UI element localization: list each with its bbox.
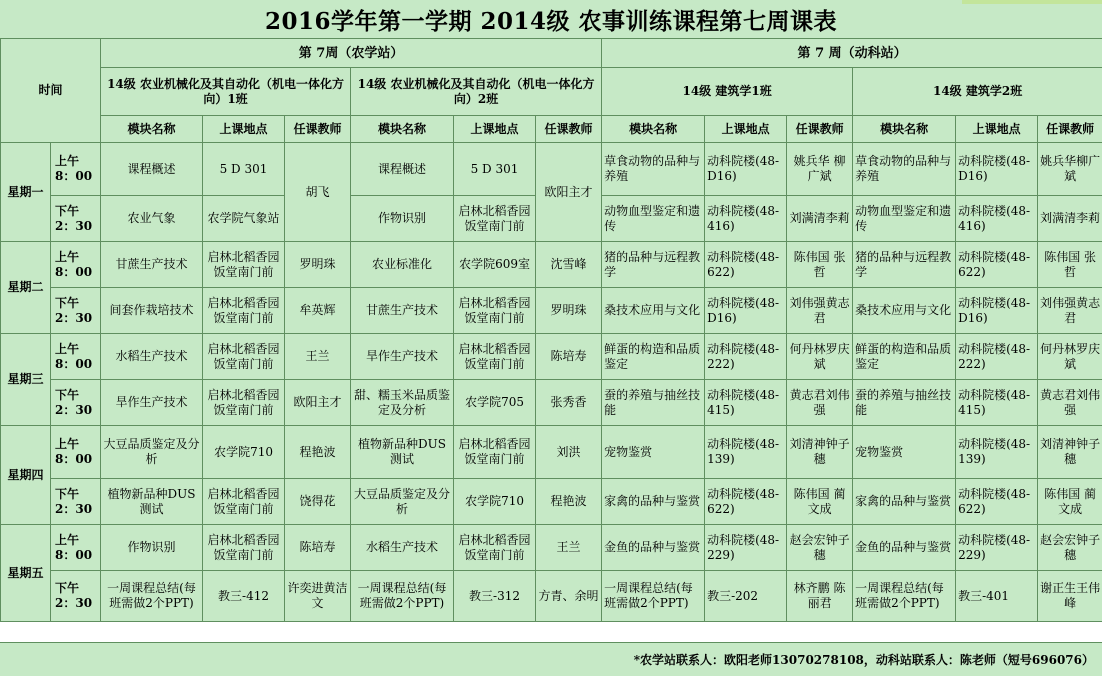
place-cell: 教三-312 bbox=[454, 571, 536, 622]
module-cell: 植物新品种DUS测试 bbox=[351, 426, 454, 479]
col-module-3: 模块名称 bbox=[602, 116, 705, 143]
place-cell: 动科院楼(48-622) bbox=[705, 242, 787, 288]
time-slot-label bbox=[51, 426, 101, 479]
time-slot-label bbox=[51, 242, 101, 288]
col-teacher-3: 任课教师 bbox=[787, 116, 853, 143]
teacher-cell: 欧阳主才 bbox=[285, 380, 351, 426]
module-cell: 大豆品质鉴定及分析 bbox=[101, 426, 203, 479]
teacher-cell: 刘伟强黄志君 bbox=[787, 288, 853, 334]
module-cell: 宠物鉴赏 bbox=[602, 426, 705, 479]
day-name: 星期二 bbox=[1, 242, 51, 334]
teacher-cell: 张秀香 bbox=[536, 380, 602, 426]
time-slot-period: 下午 bbox=[55, 203, 80, 218]
time-slot-time: 8：00 bbox=[55, 264, 93, 279]
teacher-cell: 牟英辉 bbox=[285, 288, 351, 334]
place-cell: 动科院楼(48-229) bbox=[705, 525, 787, 571]
place-cell: 动科院楼(48-229) bbox=[956, 525, 1038, 571]
class-header-4: 14级 建筑学2班 bbox=[853, 68, 1102, 116]
module-cell: 宠物鉴赏 bbox=[853, 426, 956, 479]
place-cell: 教三-412 bbox=[203, 571, 285, 622]
place-cell: 动科院楼(48-622) bbox=[956, 479, 1038, 525]
module-cell: 农业标准化 bbox=[351, 242, 454, 288]
time-slot-label bbox=[51, 334, 101, 380]
teacher-cell: 陈培寿 bbox=[536, 334, 602, 380]
teacher-cell: 饶得花 bbox=[285, 479, 351, 525]
place-cell: 启林北稻香园饭堂南门前 bbox=[203, 479, 285, 525]
time-slot-label bbox=[51, 571, 101, 622]
day-slot-row bbox=[1, 380, 1102, 426]
teacher-cell: 刘洪 bbox=[536, 426, 602, 479]
module-cell: 水稻生产技术 bbox=[351, 525, 454, 571]
teacher-cell: 王兰 bbox=[285, 334, 351, 380]
teacher-cell: 陈伟国 蔺文成 bbox=[787, 479, 853, 525]
module-cell: 桑技术应用与文化 bbox=[602, 288, 705, 334]
place-cell: 动科院楼(48-415) bbox=[956, 380, 1038, 426]
week-header-nongxue: 第 7周（农学站） bbox=[101, 39, 602, 68]
place-cell: 启林北稻香园饭堂南门前 bbox=[203, 288, 285, 334]
place-cell: 启林北稻香园饭堂南门前 bbox=[203, 334, 285, 380]
module-cell: 农业气象 bbox=[101, 196, 203, 242]
teacher-cell: 赵会宏钟子穗 bbox=[1038, 525, 1102, 571]
module-cell: 动物血型鉴定和遗传 bbox=[602, 196, 705, 242]
col-place-3: 上课地点 bbox=[705, 116, 787, 143]
day-slot-row bbox=[1, 288, 1102, 334]
teacher-cell: 赵会宏钟子穗 bbox=[787, 525, 853, 571]
time-slot-time: 2：30 bbox=[55, 218, 93, 233]
time-slot-label bbox=[51, 196, 101, 242]
teacher-cell: 程艳波 bbox=[536, 479, 602, 525]
module-cell: 水稻生产技术 bbox=[101, 334, 203, 380]
col-module-2: 模块名称 bbox=[351, 116, 454, 143]
place-cell: 动科院楼(48-416) bbox=[705, 196, 787, 242]
place-cell: 5 D 301 bbox=[454, 143, 536, 196]
module-cell: 课程概述 bbox=[101, 143, 203, 196]
time-slot-time: 8：00 bbox=[55, 356, 93, 371]
teacher-cell: 刘伟强黄志君 bbox=[1038, 288, 1102, 334]
time-slot-period: 下午 bbox=[55, 581, 80, 595]
module-cell: 蚕的养殖与抽丝技能 bbox=[853, 380, 956, 426]
module-cell: 作物识别 bbox=[351, 196, 454, 242]
module-cell: 旱作生产技术 bbox=[351, 334, 454, 380]
teacher-cell: 刘满清李莉 bbox=[1038, 196, 1102, 242]
place-cell: 动科院楼(48-D16) bbox=[956, 288, 1038, 334]
day-name: 星期五 bbox=[1, 525, 51, 622]
time-slot-time: 2：30 bbox=[55, 501, 93, 516]
teacher-cell: 陈伟国 张 哲 bbox=[1038, 242, 1102, 288]
place-cell: 启林北稻香园饭堂南门前 bbox=[454, 196, 536, 242]
day-slot-row bbox=[1, 242, 1102, 288]
time-slot-period: 下午 bbox=[55, 486, 80, 501]
teacher-cell: 何丹林罗庆斌 bbox=[1038, 334, 1102, 380]
col-teacher-2: 任课教师 bbox=[536, 116, 602, 143]
col-place-2: 上课地点 bbox=[454, 116, 536, 143]
place-cell: 启林北稻香园饭堂南门前 bbox=[203, 242, 285, 288]
place-cell: 动科院楼(48-416) bbox=[956, 196, 1038, 242]
day-slot-row bbox=[1, 479, 1102, 525]
teacher-cell: 姚兵华 柳广斌 bbox=[787, 143, 853, 196]
time-slot-time: 8：00 bbox=[55, 169, 93, 183]
teacher-cell: 程艳波 bbox=[285, 426, 351, 479]
week-header-dongke: 第 7 周（动科站） bbox=[602, 39, 1102, 68]
teacher-cell: 陈伟国 蔺文成 bbox=[1038, 479, 1102, 525]
day-name: 星期四 bbox=[1, 426, 51, 525]
time-slot-label bbox=[51, 380, 101, 426]
module-cell: 鲜蛋的构造和品质鉴定 bbox=[602, 334, 705, 380]
time-slot-period: 上午 bbox=[55, 437, 80, 451]
time-slot-period: 下午 bbox=[55, 387, 80, 402]
module-cell: 猪的品种与远程教学 bbox=[602, 242, 705, 288]
time-slot-time: 2：30 bbox=[55, 596, 93, 610]
teacher-cell-merged: 胡飞 bbox=[285, 143, 351, 242]
day-slot-row bbox=[1, 143, 1102, 196]
teacher-cell: 王兰 bbox=[536, 525, 602, 571]
teacher-cell: 方青、余明 bbox=[536, 571, 602, 622]
place-cell: 动科院楼(48-D16) bbox=[705, 143, 787, 196]
day-slot-row bbox=[1, 426, 1102, 479]
day-name: 星期三 bbox=[1, 334, 51, 426]
schedule-body bbox=[1, 39, 1102, 622]
col-teacher-1: 任课教师 bbox=[285, 116, 351, 143]
teacher-cell: 许奕进黄洁文 bbox=[285, 571, 351, 622]
place-cell: 启林北稻香园饭堂南门前 bbox=[203, 380, 285, 426]
teacher-cell: 黄志君刘伟强 bbox=[1038, 380, 1102, 426]
place-cell: 动科院楼(48-222) bbox=[956, 334, 1038, 380]
teacher-cell: 刘满清李莉 bbox=[787, 196, 853, 242]
module-cell: 一周课程总结(每班需做2个PPT) bbox=[101, 571, 203, 622]
place-cell: 动科院楼(48-222) bbox=[705, 334, 787, 380]
teacher-cell: 沈雪峰 bbox=[536, 242, 602, 288]
class-header-2: 14级 农业机械化及其自动化（机电一体化方向）2班 bbox=[351, 68, 602, 116]
time-header: 时间 bbox=[1, 39, 101, 143]
teacher-cell: 罗明珠 bbox=[536, 288, 602, 334]
time-slot-time: 8：00 bbox=[55, 547, 93, 562]
place-cell: 农学院710 bbox=[203, 426, 285, 479]
teacher-cell: 林齐鹏 陈丽君 bbox=[787, 571, 853, 622]
schedule-table bbox=[0, 38, 1102, 622]
column-header-row bbox=[1, 116, 1102, 143]
col-module-4: 模块名称 bbox=[853, 116, 956, 143]
time-slot-time: 2：30 bbox=[55, 402, 93, 417]
time-slot-period: 上午 bbox=[55, 154, 80, 168]
teacher-cell: 陈伟国 张 哲 bbox=[787, 242, 853, 288]
module-cell: 旱作生产技术 bbox=[101, 380, 203, 426]
week-header-row bbox=[1, 39, 1102, 68]
day-slot-row bbox=[1, 334, 1102, 380]
col-place-1: 上课地点 bbox=[203, 116, 285, 143]
place-cell: 农学院气象站 bbox=[203, 196, 285, 242]
col-teacher-4: 任课教师 bbox=[1038, 116, 1102, 143]
module-cell: 动物血型鉴定和遗传 bbox=[853, 196, 956, 242]
teacher-cell: 黄志君刘伟强 bbox=[787, 380, 853, 426]
class-header-1: 14级 农业机械化及其自动化（机电一体化方向）1班 bbox=[101, 68, 351, 116]
col-module-1: 模块名称 bbox=[101, 116, 203, 143]
place-cell: 启林北稻香园饭堂南门前 bbox=[454, 426, 536, 479]
module-cell: 大豆品质鉴定及分析 bbox=[351, 479, 454, 525]
place-cell: 启林北稻香园饭堂南门前 bbox=[454, 525, 536, 571]
module-cell: 草食动物的品种与养殖 bbox=[853, 143, 956, 196]
place-cell: 5 D 301 bbox=[203, 143, 285, 196]
time-slot-period: 上午 bbox=[55, 532, 80, 547]
teacher-cell: 姚兵华柳广斌 bbox=[1038, 143, 1102, 196]
time-slot-period: 下午 bbox=[55, 295, 80, 310]
teacher-cell: 陈培寿 bbox=[285, 525, 351, 571]
place-cell: 动科院楼(48-D16) bbox=[705, 288, 787, 334]
module-cell: 家禽的品种与鉴赏 bbox=[853, 479, 956, 525]
place-cell: 启林北稻香园饭堂南门前 bbox=[203, 525, 285, 571]
teacher-cell: 何丹林罗庆斌 bbox=[787, 334, 853, 380]
place-cell: 农学院705 bbox=[454, 380, 536, 426]
place-cell: 教三-202 bbox=[705, 571, 787, 622]
day-slot-row bbox=[1, 571, 1102, 622]
time-slot-label bbox=[51, 479, 101, 525]
time-slot-period: 上午 bbox=[55, 341, 80, 356]
day-slot-row bbox=[1, 525, 1102, 571]
module-cell: 草食动物的品种与养殖 bbox=[602, 143, 705, 196]
place-cell: 动科院楼(48-139) bbox=[705, 426, 787, 479]
module-cell: 植物新品种DUS测试 bbox=[101, 479, 203, 525]
place-cell: 农学院609室 bbox=[454, 242, 536, 288]
place-cell: 农学院710 bbox=[454, 479, 536, 525]
module-cell: 一周课程总结(每班需做2个PPT) bbox=[602, 571, 705, 622]
class-header-row bbox=[1, 68, 1102, 116]
module-cell: 鲜蛋的构造和品质鉴定 bbox=[853, 334, 956, 380]
module-cell: 课程概述 bbox=[351, 143, 454, 196]
place-cell: 教三-401 bbox=[956, 571, 1038, 622]
time-slot-period: 上午 bbox=[55, 249, 80, 264]
module-cell: 作物识别 bbox=[101, 525, 203, 571]
module-cell: 甘蔗生产技术 bbox=[101, 242, 203, 288]
teacher-cell: 罗明珠 bbox=[285, 242, 351, 288]
module-cell: 甜、糯玉米品质鉴定及分析 bbox=[351, 380, 454, 426]
module-cell: 金鱼的品种与鉴赏 bbox=[853, 525, 956, 571]
time-slot-time: 2：30 bbox=[55, 310, 93, 325]
place-cell: 动科院楼(48-415) bbox=[705, 380, 787, 426]
teacher-cell: 谢正生王伟峰 bbox=[1038, 571, 1102, 622]
place-cell: 启林北稻香园饭堂南门前 bbox=[454, 288, 536, 334]
contact-footer: *农学站联系人：欧阳老师13070278108，动科站联系人：陈老师（短号696076） bbox=[0, 642, 1102, 676]
place-cell: 动科院楼(48-D16) bbox=[956, 143, 1038, 196]
place-cell: 启林北稻香园饭堂南门前 bbox=[454, 334, 536, 380]
col-place-4: 上课地点 bbox=[956, 116, 1038, 143]
corner-accent bbox=[962, 0, 1102, 4]
time-slot-time: 8：00 bbox=[55, 452, 93, 466]
module-cell: 间套作栽培技术 bbox=[101, 288, 203, 334]
module-cell: 家禽的品种与鉴赏 bbox=[602, 479, 705, 525]
teacher-cell: 刘清神钟子穗 bbox=[787, 426, 853, 479]
place-cell: 动科院楼(48-139) bbox=[956, 426, 1038, 479]
module-cell: 桑技术应用与文化 bbox=[853, 288, 956, 334]
module-cell: 金鱼的品种与鉴赏 bbox=[602, 525, 705, 571]
teacher-cell-merged: 欧阳主才 bbox=[536, 143, 602, 242]
time-slot-label bbox=[51, 143, 101, 196]
module-cell: 猪的品种与远程教学 bbox=[853, 242, 956, 288]
time-slot-label bbox=[51, 288, 101, 334]
time-slot-label bbox=[51, 525, 101, 571]
place-cell: 动科院楼(48-622) bbox=[705, 479, 787, 525]
day-name: 星期一 bbox=[1, 143, 51, 242]
sheet-title: 2016学年第一学期 2014级 农事训练课程第七周课表 bbox=[0, 0, 1102, 39]
module-cell: 一周课程总结(每班需做2个PPT) bbox=[351, 571, 454, 622]
module-cell: 甘蔗生产技术 bbox=[351, 288, 454, 334]
place-cell: 动科院楼(48-622) bbox=[956, 242, 1038, 288]
module-cell: 蚕的养殖与抽丝技能 bbox=[602, 380, 705, 426]
teacher-cell: 刘清神钟子穗 bbox=[1038, 426, 1102, 479]
class-header-3: 14级 建筑学1班 bbox=[602, 68, 853, 116]
module-cell: 一周课程总结(每班需做2个PPT) bbox=[853, 571, 956, 622]
